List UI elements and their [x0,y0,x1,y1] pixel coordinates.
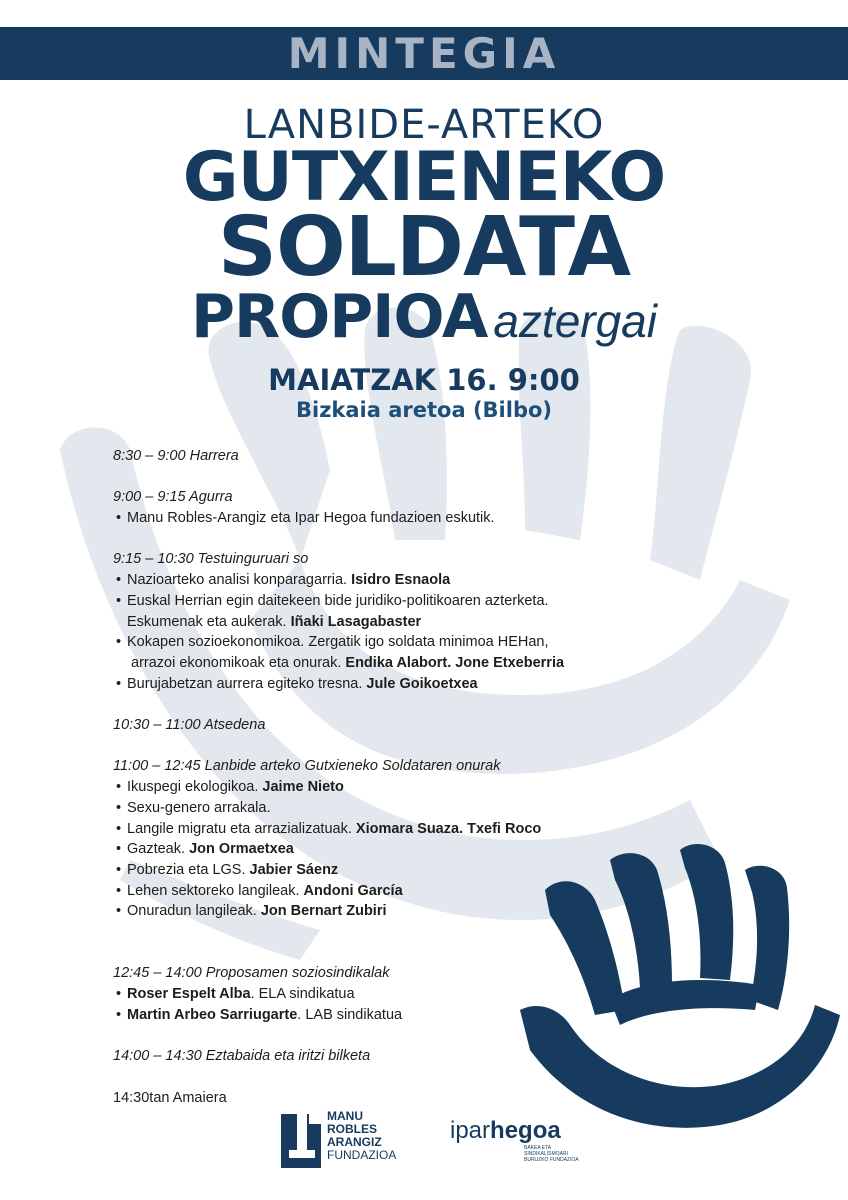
list-item [113,798,753,819]
logo-part: ipar [450,1117,491,1144]
item-text: Eskumenak eta aukerak. [127,613,291,630]
list-item [113,819,753,840]
section-heading: 10:30 – 11:00 Atsedena [113,717,266,734]
header-banner [0,27,848,80]
section-heading: 8:30 – 9:00 Harrera [113,448,239,464]
program-section [113,715,753,736]
speaker-name: Jon Bernart Zubiri [260,903,387,920]
logo-line: ROBLES [327,1122,378,1136]
item-text: . LAB sindikatua [297,1006,403,1023]
section-heading: 12:45 – 14:00 Proposamen soziosindikalak [113,965,390,982]
iparhegoa-subtitle: BAKEA ETA SINDIKALISMOARI BURUZKO FUNDAZIOA [524,1145,579,1163]
list-item [113,881,753,902]
section-heading: 11:00 – 12:45 Lanbide arteko Gutxieneko Soldataren onurak [113,758,501,775]
event-venue: Bizkaia aretoa (Bilbo) [295,398,553,422]
item-text: Burujabetzan aurrera egiteko tresna. [127,675,367,692]
speaker-name: Endika Alabort. Jone Etxeberria [345,655,565,671]
speaker-name: Andoni García [303,882,403,899]
program-schedule [113,446,753,1129]
list-item [113,984,753,1005]
logo-line: ARANGIZ [327,1135,382,1149]
title-line-1: LANBIDE-ARTEKO [243,102,605,148]
program-section [113,446,753,467]
list-item [113,674,753,695]
item-text: . ELA sindikatua [250,986,355,1003]
speaker-name: Jule Goikoetxea [366,675,478,692]
item-text: Langile migratu eta arrazializatuak. [127,820,356,837]
program-section [113,1046,753,1067]
title-line-4 [0,282,848,352]
list-item-continuation [113,653,753,674]
list-item [113,632,753,653]
item-text: Euskal Herrian egin daitekeen bide juridiko-politikoaren azterketa. [127,592,549,609]
title-line-2: GUTXIENEKO [182,138,666,217]
speaker-name: Iñaki Lasagabaster [290,613,422,630]
speaker-name: Xiomara Suaza. Txefi Roco [355,820,542,837]
item-text: Kokapen sozioekonomikoa. Zergatik igo soldata minimoa HEHan, [127,634,549,651]
title-line-4-main: PROPIOA [191,282,488,352]
section-heading: 9:00 – 9:15 Agurra [113,489,233,506]
item-text: Sexu-genero arrakala. [127,799,271,816]
item-text: Lehen sektoreko langileak. [127,882,304,899]
list-item [113,839,753,860]
list-item [113,570,753,591]
item-text: Ikuspegi ekologikoa. [127,779,263,796]
item-text: arrazoi ekonomikoak eta onurak. [131,655,346,671]
list-item [113,901,753,922]
manu-robles-logo-text [327,1110,396,1162]
program-section [113,487,753,528]
spacer [113,943,753,964]
program-section [113,1088,753,1109]
item-text: Nazioarteko analisi konparagarria. [127,572,352,589]
section-heading: 9:15 – 10:30 Testuinguruari so [113,551,309,568]
speaker-name: Jabier Sáenz [249,862,339,878]
logo-line: FUNDAZIOA [327,1148,397,1162]
logo-line: MANU [327,1109,363,1123]
list-item [113,1005,753,1026]
manu-robles-logo [281,1110,396,1168]
title-line-4-suffix: aztergai [493,295,657,347]
item-text: Onuradun langileak. [127,903,261,920]
logo-part: hegoa [490,1117,561,1144]
manu-robles-logo-mark-icon [281,1110,321,1168]
list-item [113,860,753,881]
list-item [113,777,753,798]
closing-text: 14:30tan Amaiera [113,1089,227,1106]
iparhegoa-wordmark [450,1117,584,1145]
banner-label: MINTEGIA [287,29,561,78]
speaker-name: Jon Ormaetxea [189,841,294,858]
iparhegoa-logo [450,1117,584,1163]
item-text: Pobrezia eta LGS. [127,862,250,878]
section-heading: 14:00 – 14:30 Eztabaida eta iritzi bilketa [113,1048,371,1065]
speaker-name: Jaime Nieto [262,779,344,796]
program-section [113,963,753,1025]
speaker-name: Martin Arbeo Sarriugarte [127,1006,298,1023]
speaker-name: Isidro Esnaola [351,572,451,589]
program-section [113,756,753,922]
title-line-3: SOLDATA [217,200,631,295]
list-item: • Manu Robles-Arangiz eta Ipar Hegoa fundazioen eskutik. [113,508,753,529]
program-section [113,549,753,694]
speaker-name: Roser Espelt Alba [127,986,251,1003]
list-item-continuation [113,612,753,633]
event-date: MAIATZAK 16. 9:00 [268,363,580,397]
list-item [113,591,753,612]
item-text: Gazteak. [127,841,190,858]
